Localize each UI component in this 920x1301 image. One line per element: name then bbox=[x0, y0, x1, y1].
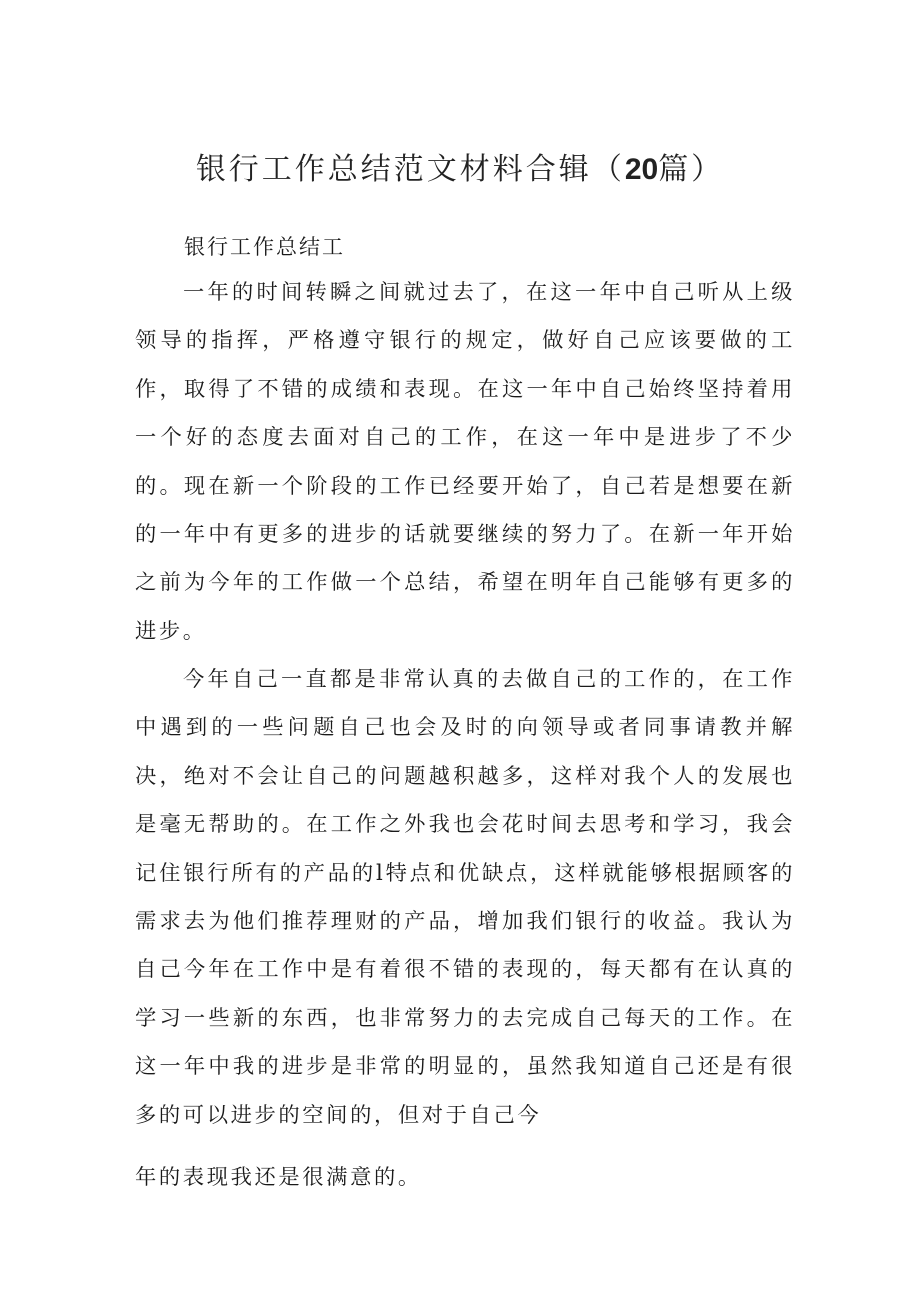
body-tail-line: 年的表现我还是很满意的。 bbox=[135, 1165, 422, 1190]
section-heading: 银行工作总结工 bbox=[184, 235, 345, 259]
title-text: 银行工作总结范文材料合辑 bbox=[195, 152, 592, 187]
body-paragraph-2: 今年自己一直都是非常认真的去做自己的工作的，在工作中遇到的一些问题自己也会及时的向领导或者同事请教并解决，绝对不会让自己的问题越积越多，这样对我个人的发展也是毫无帮助的。在工作之外我也会花时间去思考和学习，我会记住银行所有的产品的l特点和优缺点，这样就能够根据顾客的需求去为他们推荐理财的产品，增加我们银行的收益。我认为自己今年在工作中是有着很不错的表现的，每天都有在认真的学习一些新的东西，也非常努力的去完成自己每天的工作。在这一年中我的进步是非常的明显的，虽然我知道自己还是有很多的可以进步的空间的，但对于自己今 bbox=[135, 667, 795, 1128]
document-title bbox=[0, 146, 920, 194]
title-count: 20 bbox=[624, 153, 659, 186]
title-suffix: 篇） bbox=[658, 152, 725, 187]
title-open-paren: （ bbox=[591, 152, 625, 187]
body-paragraph-1: 一年的时间转瞬之间就过去了，在这一年中自己听从上级领导的指挥，严格遵守银行的规定，做好自己应该要做的工作，取得了不错的成绩和表现。在这一年中自己始终坚持着用一个好的态度去面对自己的工作，在这一年中是进步了不少的。现在新一个阶段的工作已经要开始了，自己若是想要在新的一年中有更多的进步的话就要继续的努力了。在新一年开始之前为今年的工作做一个总结，希望在明年自己能够有更多的进步。 bbox=[135, 280, 795, 644]
